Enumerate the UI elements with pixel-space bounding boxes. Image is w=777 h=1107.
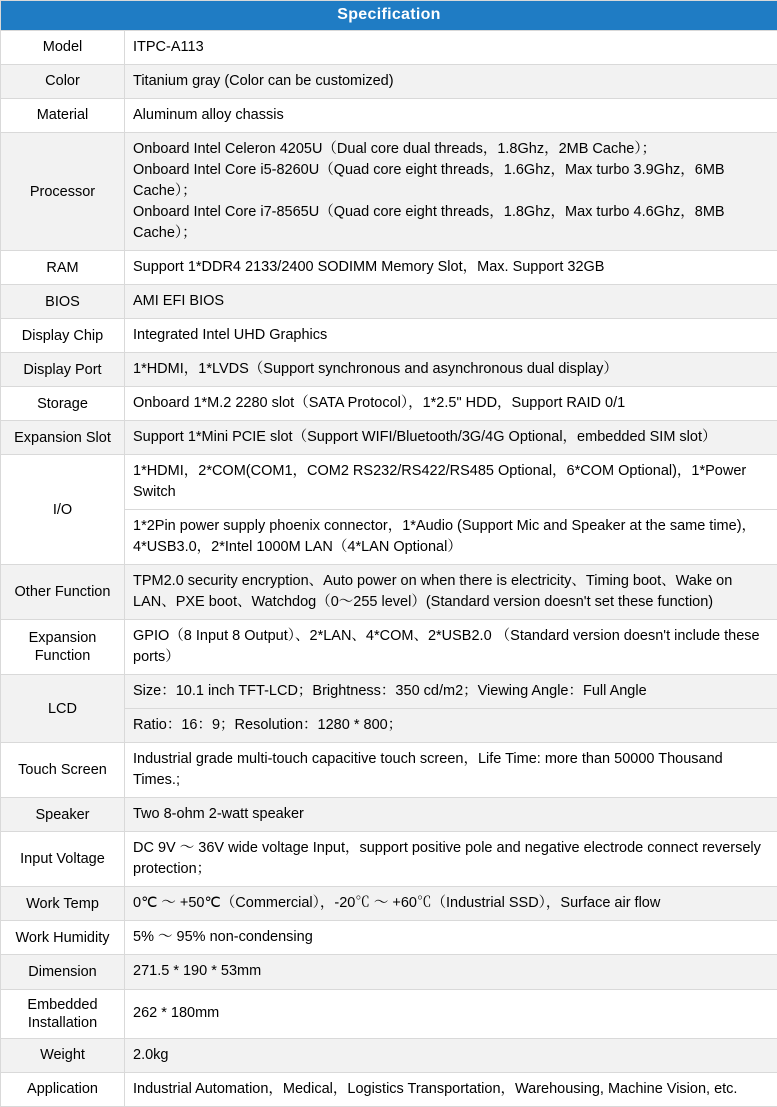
- table-row: [1, 620, 777, 675]
- table-row: [1, 743, 777, 798]
- row-value-model: ITPC-A113: [125, 31, 777, 65]
- row-value-input-voltage: DC 9V ～ 36V wide voltage Input，support positive pole and negative electrode connect reversely protection；: [125, 832, 777, 887]
- row-label-work-humidity: Work Humidity: [1, 921, 125, 955]
- row-label-embedded-installation: Embedded Installation: [1, 989, 125, 1038]
- table-row: [1, 353, 777, 387]
- table-row: [1, 989, 777, 1038]
- row-label-weight: Weight: [1, 1038, 125, 1072]
- table-row: [1, 387, 777, 421]
- row-value-touch-screen: Industrial grade multi-touch capacitive touch screen，Life Time: more than 50000 Thousand Times.;: [125, 743, 777, 798]
- table-row: [1, 565, 777, 620]
- row-value-work-temp: 0℃ ～ +50℃（Commercial），-20℃ ～ +60℃（Industrial SSD），Surface air flow: [125, 887, 777, 921]
- row-value-expansion-slot: Support 1*Mini PCIE slot（Support WIFI/Bluetooth/3G/4G Optional，embedded SIM slot）: [125, 421, 777, 455]
- table-header-row: [1, 1, 777, 31]
- row-label-lcd: LCD: [1, 675, 125, 743]
- table-row: [1, 319, 777, 353]
- row-label-io: I/O: [1, 455, 125, 565]
- row-label-model: Model: [1, 31, 125, 65]
- row-label-work-temp: Work Temp: [1, 887, 125, 921]
- table-row: [1, 675, 777, 709]
- row-value-io-line1: 1*HDMI，2*COM(COM1，COM2 RS232/RS422/RS485 Optional，6*COM Optional)，1*Power Switch: [125, 455, 777, 510]
- table-row: [1, 955, 777, 989]
- row-value-speaker: Two 8-ohm 2-watt speaker: [125, 798, 777, 832]
- table-row: [1, 133, 777, 251]
- table-row: [1, 921, 777, 955]
- table-row: [1, 832, 777, 887]
- row-label-application: Application: [1, 1072, 125, 1106]
- row-label-color: Color: [1, 65, 125, 99]
- row-label-expansion-function: Expansion Function: [1, 620, 125, 675]
- table-row: [1, 1038, 777, 1072]
- row-value-expansion-function: GPIO（8 Input 8 Output）、2*LAN、4*COM、2*USB2.0 （Standard version doesn't include these ports）: [125, 620, 777, 675]
- row-value-dimension: 271.5 * 190 * 53mm: [125, 955, 777, 989]
- row-value-display-port: 1*HDMI，1*LVDS（Support synchronous and asynchronous dual display）: [125, 353, 777, 387]
- row-value-lcd-line1: Size：10.1 inch TFT-LCD；Brightness：350 cd/m2；Viewing Angle：Full Angle: [125, 675, 777, 709]
- row-label-ram: RAM: [1, 251, 125, 285]
- row-value-embedded-installation: 262 * 180mm: [125, 989, 777, 1038]
- processor-option-i5: Onboard Intel Core i5-8260U（Quad core eight threads，1.6Ghz，Max turbo 3.9Ghz，6MB Cache）；: [133, 160, 771, 202]
- row-label-speaker: Speaker: [1, 798, 125, 832]
- row-label-dimension: Dimension: [1, 955, 125, 989]
- row-label-input-voltage: Input Voltage: [1, 832, 125, 887]
- row-label-storage: Storage: [1, 387, 125, 421]
- row-value-material: Aluminum alloy chassis: [125, 99, 777, 133]
- row-value-io-line2: 1*2Pin power supply phoenix connector，1*Audio (Support Mic and Speaker at the same time)，4*USB3.0，2*Intel 1000M LAN（4*LAN Optional）: [125, 510, 777, 565]
- table-row: [1, 887, 777, 921]
- row-label-display-chip: Display Chip: [1, 319, 125, 353]
- table-row: [1, 31, 777, 65]
- table-row: [1, 65, 777, 99]
- row-label-display-port: Display Port: [1, 353, 125, 387]
- row-value-display-chip: Integrated Intel UHD Graphics: [125, 319, 777, 353]
- row-value-weight: 2.0kg: [125, 1038, 777, 1072]
- row-label-processor: Processor: [1, 133, 125, 251]
- row-value-bios: AMI EFI BIOS: [125, 285, 777, 319]
- processor-option-celeron: Onboard Intel Celeron 4205U（Dual core dual threads，1.8Ghz，2MB Cache）；: [133, 139, 771, 160]
- page-title: Specification: [1, 1, 777, 31]
- table-row: [1, 285, 777, 319]
- row-value-work-humidity: 5% ～ 95% non-condensing: [125, 921, 777, 955]
- row-label-material: Material: [1, 99, 125, 133]
- table-row: [1, 1072, 777, 1106]
- row-value-other-function: TPM2.0 security encryption、Auto power on when there is electricity、Timing boot、Wake on LAN、PXE boot、Watchdog（0～255 level）(Standard version doesn't set these function): [125, 565, 777, 620]
- table-row: [1, 421, 777, 455]
- row-label-bios: BIOS: [1, 285, 125, 319]
- row-label-touch-screen: Touch Screen: [1, 743, 125, 798]
- row-value-application: Industrial Automation，Medical，Logistics Transportation，Warehousing, Machine Vision, etc.: [125, 1072, 777, 1106]
- table-row: [1, 99, 777, 133]
- row-value-processor: [125, 133, 777, 251]
- row-label-other-function: Other Function: [1, 565, 125, 620]
- table-row: [1, 798, 777, 832]
- row-value-color: Titanium gray (Color can be customized): [125, 65, 777, 99]
- table-row: [1, 251, 777, 285]
- row-value-lcd-line2: Ratio：16：9；Resolution：1280 * 800；: [125, 709, 777, 743]
- row-value-storage: Onboard 1*M.2 2280 slot（SATA Protocol），1*2.5" HDD，Support RAID 0/1: [125, 387, 777, 421]
- table-row: [1, 455, 777, 510]
- processor-option-i7: Onboard Intel Core i7-8565U（Quad core eight threads，1.8Ghz，Max turbo 4.6Ghz，8MB Cache）；: [133, 202, 771, 244]
- row-label-expansion-slot: Expansion Slot: [1, 421, 125, 455]
- row-value-ram: Support 1*DDR4 2133/2400 SODIMM Memory Slot，Max. Support 32GB: [125, 251, 777, 285]
